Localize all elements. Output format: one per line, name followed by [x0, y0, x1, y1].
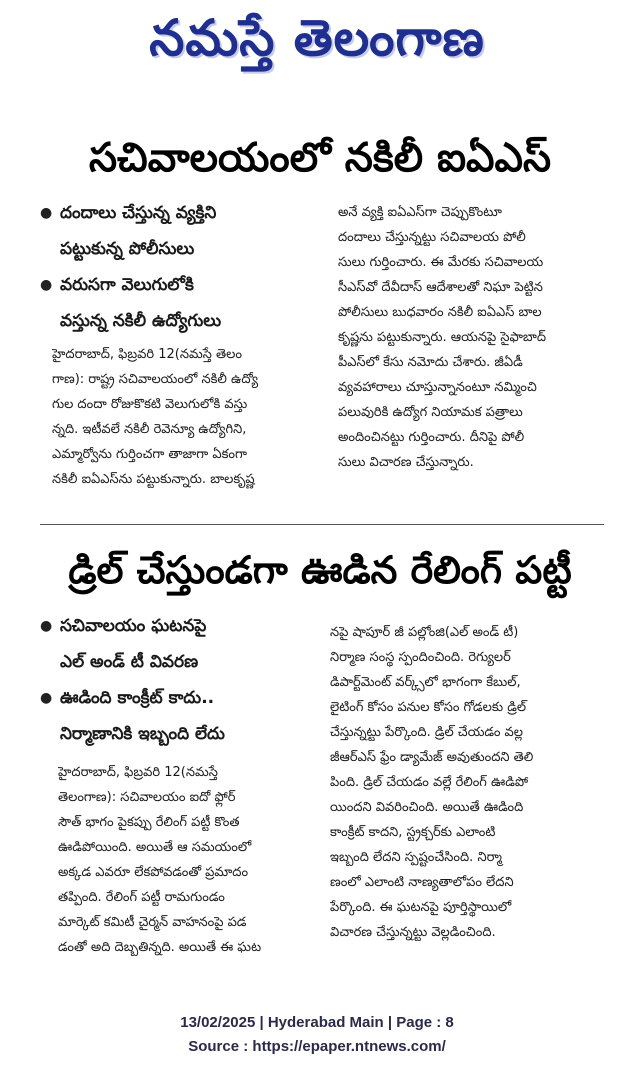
- article-1-headline: సచివాలయంలో నకిలీ ఐఏఎస్: [88, 135, 552, 181]
- bullet-icon: ●: [40, 205, 53, 221]
- body-line: పీఎస్‌లో కేసు నమోదు చేశారు. జీఏడీ: [338, 355, 523, 370]
- body-line: గాణ): రాష్ట్ర సచివాలయంలో నకిలీ ఉద్యో: [52, 372, 259, 387]
- body-line: సీఎస్‌వో దేవీదాస్ ఆదేశాలతో నిఘా పెట్టిన: [338, 280, 543, 295]
- body-line: న్నది. ఇటీవలే నకిలీ రెవెన్యూ ఉద్యోగిని,: [52, 422, 247, 437]
- body-line: పేర్కొంది. ఈ ఘటనపై పూర్తిస్థాయిలో: [330, 900, 512, 915]
- body-line: గుల దందా రోజుకొకటి వెలుగులోకి వస్తు: [52, 397, 248, 412]
- body-line: విచారణ చేస్తున్నట్టు వెల్లడించింది.: [330, 925, 496, 940]
- body-line: ఇబ్బంది లేదని స్పష్టంచేసింది. నిర్మా: [330, 850, 503, 865]
- body-line: నపై షాపూర్ జీ పల్లోంజి(ఎల్ అండ్ టీ): [330, 625, 519, 640]
- body-line: జీఆర్ఎస్ ఫ్రేం డ్యామేజ్ అవుతుందని తెలి: [330, 750, 534, 765]
- bullet-line: వస్తున్న నకిలీ ఉద్యోగులు: [60, 311, 222, 331]
- body-line: దందాలు చేస్తున్నట్టు సచివాలయ పోలీ: [338, 230, 526, 245]
- article-divider: [40, 524, 604, 525]
- bullet-icon: ●: [40, 277, 53, 293]
- body-line: అందించినట్టు గుర్తించారు. దీనిపై పోలీ: [338, 430, 525, 445]
- body-line: పోలీసులు బుధవారం నకిలీ ఐఏఎస్ బాల: [338, 305, 542, 320]
- body-line: హైదరాబాద్, ఫిబ్రవరి 12(నమస్తే: [58, 765, 218, 780]
- article-2-left-column: [58, 760, 320, 960]
- bullet-line: దందాలు చేస్తున్న వ్యక్తిని: [60, 203, 217, 223]
- body-line: తెలంగాణ): సచివాలయం ఐదో ఫ్లోర్: [58, 790, 236, 805]
- body-line: సౌత్ భాగం పైకప్పు రేలింగ్ పట్టీ కొంత: [58, 815, 240, 830]
- article-2-right-column: [330, 620, 608, 945]
- body-line: పింది. డ్రిల్ చేయడం వల్లే రేలింగ్ ఊడిపో: [330, 775, 529, 790]
- body-line: తప్పింది. రేలింగ్ పట్టీ రామగుండం: [58, 890, 225, 905]
- body-line: కృష్ణను పట్టుకున్నారు. ఆయనపై సైఫాబాద్: [338, 330, 547, 345]
- body-line: సులు గుర్తించారు. ఈ మేరకు సచివాలయ: [338, 255, 544, 270]
- article-1-right-column: [338, 200, 606, 475]
- body-line: డంతో అది దెబ్బతిన్నది. అయితే ఈ ఘట: [58, 940, 262, 955]
- bullet-item: [40, 267, 320, 339]
- bullet-icon: ●: [40, 618, 53, 634]
- body-line: కాంక్రీట్ కాదని, స్ట్రక్చర్‌కు ఎలాంటి: [330, 825, 496, 840]
- body-line: నకిలీ ఐఏఎస్‌ను పట్టుకున్నారు. బాలకృష్ణ: [52, 472, 255, 487]
- bullet-line: ఎల్ అండ్ టీ వివరణ: [60, 652, 199, 672]
- masthead: [0, 0, 634, 88]
- body-line: మార్కెట్ కమిటీ చైర్మన్ వాహనంపై పడ: [58, 915, 247, 930]
- bullet-item: [40, 195, 320, 267]
- footer-date-edition-page: 13/02/2025 | Hyderabad Main | Page : 8: [180, 1014, 454, 1031]
- body-line: వ్యవహారాలు చూస్తున్నానంటూ నమ్మించి: [338, 380, 537, 395]
- footer-source: Source : https://epaper.ntnews.com/: [188, 1038, 446, 1055]
- bullet-line: సచివాలయం ఘటనపై: [60, 616, 207, 636]
- body-line: ణంలో ఎలాంటి నాణ్యతాలోపం లేదని: [330, 875, 514, 890]
- bullet-line: నిర్మాణానికి ఇబ్బంది లేదు: [60, 724, 225, 744]
- article-2-headline: డ్రిల్ చేస్తుండగా ఊడిన రేలింగ్ పట్టీ: [68, 548, 572, 592]
- body-line: హైదరాబాద్, ఫిబ్రవరి 12(నమస్తే తెలం: [52, 347, 242, 362]
- body-line: ఊడిపోయింది. అయితే ఆ సమయంలో: [58, 840, 252, 855]
- article-1-left-column: [52, 342, 314, 492]
- bullet-line: ఊడింది కాంక్రీట్ కాదు..: [60, 688, 215, 708]
- body-line: లైటింగ్ కోసం పనుల కోసం గోడలకు డ్రిల్: [330, 700, 527, 715]
- body-line: చేస్తున్నట్టు పేర్కొంది. డ్రిల్ చేయడం వల్ల: [330, 725, 524, 740]
- masthead-logo: నమస్తే తెలంగాణ: [149, 8, 485, 67]
- article-1-bullets: [40, 195, 320, 339]
- article-2-bullets: [40, 608, 320, 752]
- bullet-icon: ●: [40, 690, 53, 706]
- body-line: సులు విచారణ చేస్తున్నారు.: [338, 455, 474, 470]
- bullet-item: [40, 608, 320, 680]
- body-line: డిపార్ట్‌మెంట్ వర్క్స్‌లో భాగంగా కేబుల్,: [330, 675, 521, 690]
- bullet-line: పట్టుకున్న పోలీసులు: [60, 239, 195, 259]
- body-line: ఎమ్మార్వోను గుర్తించగా తాజాగా ఏకంగా: [52, 447, 247, 462]
- body-line: పలువురికి ఉద్యోగ నియామక పత్రాలు: [338, 405, 523, 420]
- bullet-line: వరుసగా వెలుగులోకి: [60, 275, 194, 295]
- body-line: అక్కడ ఎవరూ లేకపోవడంతో ప్రమాదం: [58, 865, 249, 880]
- bullet-item: [40, 680, 320, 752]
- body-line: నిర్మాణ సంస్థ స్పందించింది. రెగ్యులర్: [330, 650, 511, 665]
- body-line: అనే వ్యక్తి ఐఏఎస్‌గా చెప్పుకొంటూ: [338, 205, 502, 220]
- body-line: యిందని వివరించింది. అయితే ఊడింది: [330, 800, 524, 815]
